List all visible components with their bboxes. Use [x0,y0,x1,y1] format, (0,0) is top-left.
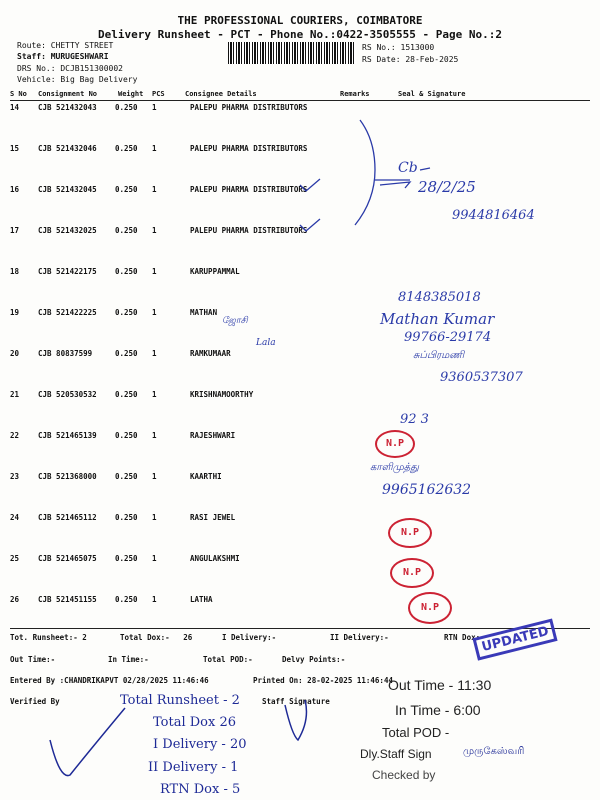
np-stamp-26: N.P [408,592,452,624]
np-stamp-22: N.P [375,430,415,458]
row-pcs: 1 [152,431,157,440]
row-consignee: ANGULAKSHMI [190,554,240,563]
row-consignee: KAARTHI [190,472,222,481]
np-stamp-25: N.P [390,558,434,588]
row-weight: 0.250 [115,554,138,563]
row-consignment-no: CJB 521465139 [38,431,97,440]
row-sno: 15 [10,144,20,153]
hw-total-pod: Total POD - [382,725,450,740]
row-weight: 0.250 [115,472,138,481]
hw-in-time: In Time - 6:00 [395,702,481,718]
row-consignee: PALEPU PHARMA DISTRIBUTORS [190,103,308,112]
rs-no-label: RS No.: 1513000 [362,43,435,52]
bracket-stroke [355,120,375,225]
row-sno: 21 [10,390,20,399]
row-weight: 0.250 [115,103,138,112]
row-consignee: PALEPU PHARMA DISTRIBUTORS [190,185,308,194]
in-time: In Time:- [108,655,149,664]
col-consignment: Consignment No [38,90,98,98]
total-pod: Total POD:- [203,655,253,664]
row-pcs: 1 [152,267,157,276]
hw-out-time: Out Time - 11:30 [388,677,492,693]
row-consignment-no: CJB 521422175 [38,267,97,276]
row-pcs: 1 [152,103,157,112]
entered-by: Entered By :CHANDRIKAPVT 02/28/2025 11:46:46 [10,676,209,685]
tot-runsheet: Tot. Runsheet:- 2 [10,633,87,642]
col-seal: Seal & Signature [398,90,466,98]
row-consignee: PALEPU PHARMA DISTRIBUTORS [190,144,308,153]
verified-by: Verified By [10,697,60,706]
handwriting-strokes [180,100,600,640]
col-weight: Weight [118,90,144,98]
row-sno: 17 [10,226,20,235]
row-sno: 16 [10,185,20,194]
handwritten-date: 28/2/25 [418,178,476,196]
row-weight: 0.250 [115,144,138,153]
row-sno: 23 [10,472,20,481]
row-consignment-no: CJB 520530532 [38,390,97,399]
footer-divider [10,628,590,629]
row-consignment-no: CJB 521422225 [38,308,97,317]
hw-dly-staff-sign: Dly.Staff Sign [360,747,432,761]
row-weight: 0.250 [115,308,138,317]
hw-rtn-dox: RTN Dox - 5 [160,782,241,797]
row-sno: 19 [10,308,20,317]
row-consignee: KARUPPAMMAL [190,267,240,276]
handwritten-phone-4: 9360537307 [440,370,523,385]
document-title: THE PROFESSIONAL COURIERS, COIMBATORE [177,14,423,27]
hw-total-dox: Total Dox 26 [153,715,237,730]
handwritten-cb: Cb [398,160,418,176]
row-pcs: 1 [152,513,157,522]
row-pcs: 1 [152,308,157,317]
vehicle-label: Vehicle: Big Bag Delivery [17,75,138,84]
row-consignee: RAJESHWARI [190,431,236,440]
handwritten-phone-3: 99766-29174 [404,330,492,345]
handwritten-phone-5: 9965162632 [382,482,472,498]
row-pcs: 1 [152,390,157,399]
row-consignment-no: CJB 521465112 [38,513,97,522]
drs-no-label: DRS No.: DCJB151300002 [17,64,123,73]
row-sno: 26 [10,595,20,604]
row-sno: 22 [10,431,20,440]
row-consignment-no: CJB 521432043 [38,103,97,112]
hw-ii-delivery: II Delivery - 1 [148,760,239,775]
handwritten-lala: Lala [256,338,276,348]
row-consignment-no: CJB 521432046 [38,144,97,153]
rtn-dox: RTN Dox:- [444,633,485,642]
handwritten-name-mathan: Mathan Kumar [380,310,495,328]
row-sno: 25 [10,554,20,563]
row-weight: 0.250 [115,595,138,604]
col-sno: S No [10,90,27,98]
row-weight: 0.250 [115,431,138,440]
i-delivery: I Delivery:- [222,633,277,642]
hw-i-delivery: I Delivery - 20 [153,737,247,752]
row-sno: 18 [10,267,20,276]
total-dox: Total Dox:- 26 [120,633,193,642]
row-consignment-no: CJB 521432025 [38,226,97,235]
row-pcs: 1 [152,595,157,604]
staff-signature: Staff Signature [262,697,330,706]
row-weight: 0.250 [115,349,138,358]
np-stamp-24: N.P [388,518,432,548]
col-remarks: Remarks [340,90,370,98]
ii-delivery: II Delivery:- [330,633,389,642]
row-sno: 14 [10,103,20,112]
delvy-points: Delvy Points:- [282,655,346,664]
document-subtitle: Delivery Runsheet - PCT - Phone No.:0422-3505555 - Page No.:2 [98,28,502,41]
handwritten-phone-5-partial: 92 3 [400,412,429,427]
row-consignee: MATHAN [190,308,218,317]
row-weight: 0.250 [115,513,138,522]
row-pcs: 1 [152,226,157,235]
row-consignment-no: CJB 521432045 [38,185,97,194]
row-consignee: RAMKUMAAR [190,349,231,358]
hw-staff-sig-tamil: முருகேஸ்வரி [463,746,525,757]
row-sno: 24 [10,513,20,522]
col-pcs: PCS [152,90,165,98]
row-weight: 0.250 [115,185,138,194]
printed-on: Printed On: 28-02-2025 11:46:44 [253,676,393,685]
handwritten-phone-1: 9944816464 [452,208,535,223]
row-pcs: 1 [152,472,157,481]
row-consignment-no: CJB 521451155 [38,595,97,604]
handwritten-tamil-sig-2: காளிமுத்து [370,462,419,473]
barcode [228,42,356,64]
row-consignee: LATHA [190,595,213,604]
hw-total-runsheet: Total Runsheet - 2 [120,693,240,708]
row-weight: 0.250 [115,226,138,235]
row-consignee: KRISHNAMOORTHY [190,390,254,399]
handwritten-phone-2: 8148385018 [398,290,481,305]
out-time: Out Time:- [10,655,56,664]
row-consignment-no: CJB 521368000 [38,472,97,481]
handwritten-mathan-sig: ஜோசி [222,316,248,326]
hw-checked-by: Checked by [372,768,436,782]
row-weight: 0.250 [115,267,138,276]
handwritten-tamil-sig-1: சுப்பிரமணி [413,350,465,361]
route-label: Route: CHETTY STREET [17,41,114,50]
row-pcs: 1 [152,144,157,153]
row-pcs: 1 [152,554,157,563]
row-pcs: 1 [152,349,157,358]
updated-stamp: UPDATED [472,618,558,660]
row-consignment-no: CJB 80837599 [38,349,93,358]
row-sno: 20 [10,349,20,358]
col-consignee: Consignee Details [185,90,257,98]
row-consignee: RASI JEWEL [190,513,236,522]
rs-date-label: RS Date: 28-Feb-2025 [362,55,459,64]
row-weight: 0.250 [115,390,138,399]
row-pcs: 1 [152,185,157,194]
row-consignment-no: CJB 521465075 [38,554,97,563]
staff-label: Staff: MURUGESHWARI [17,52,109,61]
row-consignee: PALEPU PHARMA DISTRIBUTORS [190,226,308,235]
